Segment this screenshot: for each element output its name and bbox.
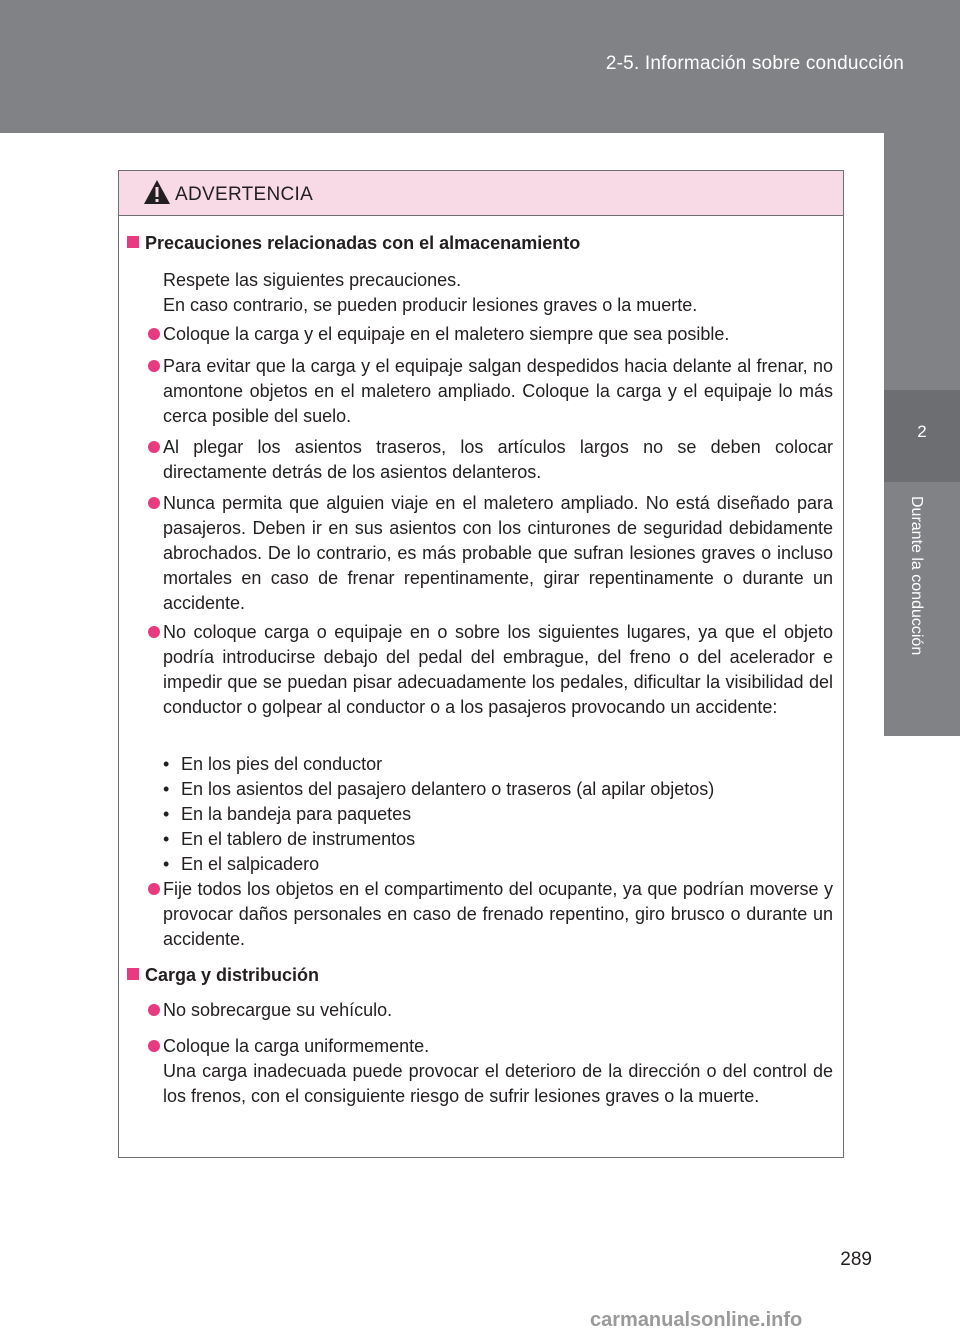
circle-bullet-icon: [148, 497, 160, 509]
list-item: • En el salpicadero: [163, 852, 833, 877]
warning-title: ADVERTENCIA: [175, 184, 314, 205]
section-heading: Carga y distribución: [127, 963, 319, 988]
chapter-label: Durante la conducción: [908, 496, 925, 656]
list-item: • En la bandeja para paquetes: [163, 802, 833, 827]
circle-bullet-icon: [148, 328, 160, 340]
circle-bullet-icon: [148, 1004, 160, 1016]
circle-bullet-icon: [148, 626, 160, 638]
list-item: • En los pies del conductor: [163, 752, 833, 777]
location-list: [163, 752, 833, 877]
square-bullet-icon: [127, 236, 139, 248]
list-item: Para evitar que la carga y el equipaje salgan despedidos hacia delante al frenar, no amontone objetos en el maletero ampliado. Coloque la carga y el equipaje lo más cerca posible del suelo.: [163, 354, 833, 429]
chapter-number: 2: [917, 422, 927, 441]
list-item: Coloque la carga uniformemente.: [163, 1034, 833, 1059]
list-item: • En el tablero de instrumentos: [163, 827, 833, 852]
intro-text: Respete las siguientes precauciones. En caso contrario, se pueden producir lesiones graves o la muerte.: [163, 270, 698, 315]
footer-url[interactable]: carmanualsonline.info: [590, 1309, 803, 1331]
warning-box: [118, 170, 844, 1158]
square-bullet-icon: [127, 968, 139, 980]
warning-header: [119, 171, 843, 216]
circle-bullet-icon: [148, 360, 160, 372]
load-note: Una carga inadecuada puede provocar el deterioro de la dirección o del control de los frenos, con el consiguiente riesgo de sufrir lesiones graves o la muerte.: [163, 1061, 833, 1106]
list-item: Coloque la carga y el equipaje en el maletero siempre que sea posible.: [163, 322, 833, 347]
list-item: No coloque carga o equipaje en o sobre los siguientes lugares, ya que el objeto podría introducirse debajo del pedal del embrague, del freno o del acelerador e impedir que se puedan pisar adecuadamente los pedales, dificultar la visibilidad del conductor o golpear al conductor o a los pasajeros provocando un accidente:: [163, 620, 833, 720]
circle-bullet-icon: [148, 1040, 160, 1052]
list-item: Fije todos los objetos en el compartimento del ocupante, ya que podrían moverse y provocar daños personales en caso de frenado repentino, giro brusco o durante un accidente.: [163, 877, 833, 952]
page-number: 289: [840, 1249, 872, 1270]
section-title: 2-5. Información sobre conducción: [605, 53, 904, 74]
warning-triangle-icon: [143, 179, 171, 205]
section-heading: Precauciones relacionadas con el almacenamiento: [127, 231, 580, 256]
circle-bullet-icon: [148, 441, 160, 453]
circle-bullet-icon: [148, 883, 160, 895]
list-item: No sobrecargue su vehículo.: [163, 998, 833, 1023]
list-item: Al plegar los asientos traseros, los artículos largos no se deben colocar directamente detrás de los asientos delanteros.: [163, 435, 833, 485]
list-item: Nunca permita que alguien viaje en el maletero ampliado. No está diseñado para pasajeros. Deben ir en sus asientos con los cinturones de seguridad debidamente abrochados. De lo contrario, es más probable que sufran lesiones graves o incluso mortales en caso de frenar repentinamente, girar repentinamente o durante un accidente.: [163, 491, 833, 616]
list-item: • En los asientos del pasajero delantero o traseros (al apilar objetos): [163, 777, 833, 802]
